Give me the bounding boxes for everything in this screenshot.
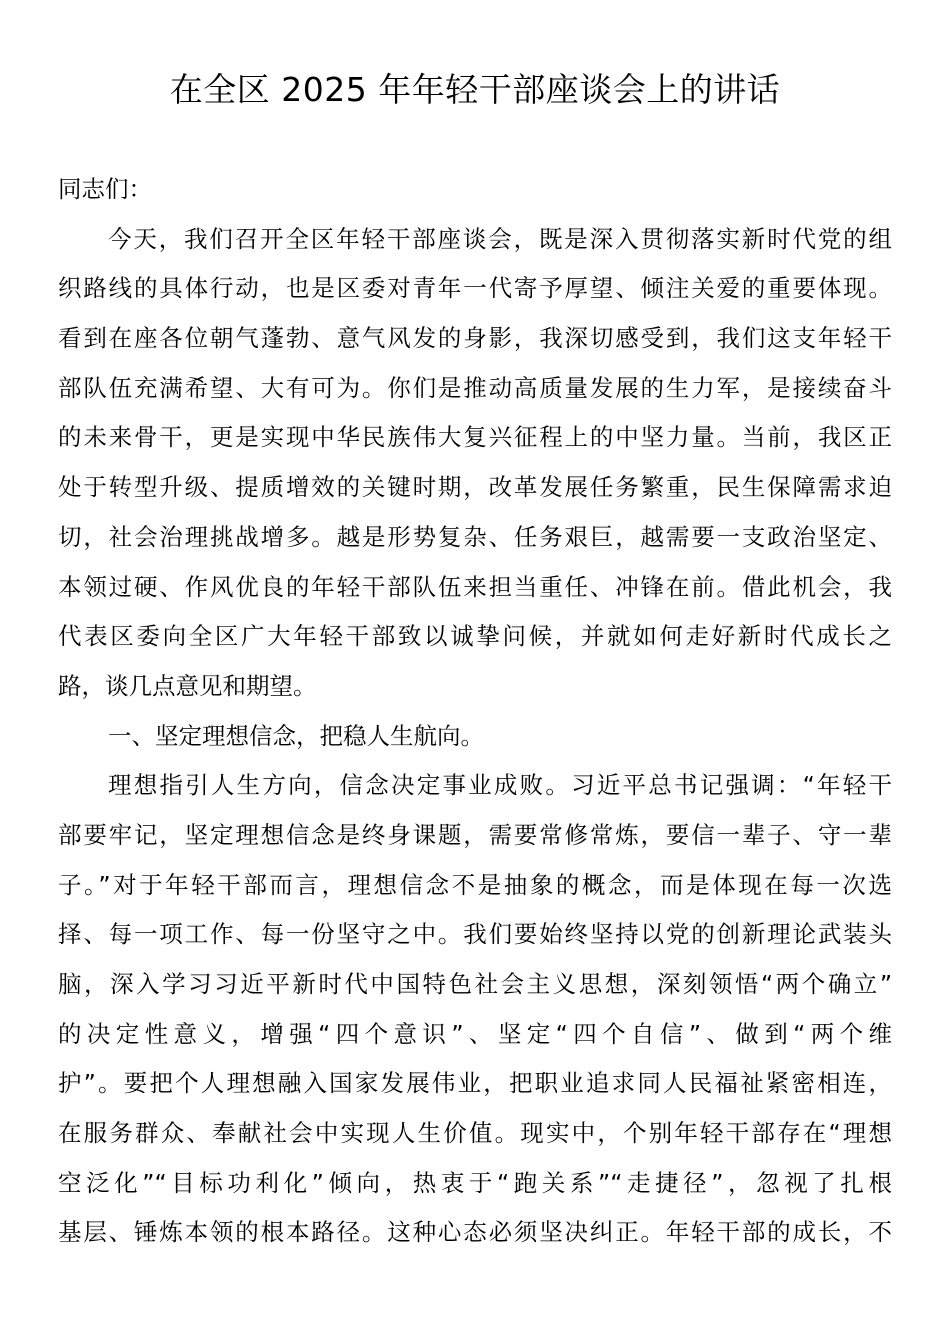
paragraph-line: 本领过硬、作风优良的年轻干部队伍来担当重任、冲锋在前。借此机会，我 bbox=[58, 572, 892, 601]
paragraph-line: 代表区委向全区广大年轻干部致以诚挚问候，并就如何走好新时代成长之 bbox=[58, 622, 892, 651]
paragraph-line: 部队伍充满希望、大有可为。你们是推动高质量发展的生力军，是接续奋斗 bbox=[58, 373, 892, 402]
section-heading: 一、坚定理想信念，把稳人生航向。 bbox=[108, 721, 484, 750]
paragraph-line: 处于转型升级、提质增效的关键时期，改革发展任务繁重，民生保障需求迫 bbox=[58, 473, 892, 502]
document-body bbox=[58, 165, 892, 1258]
paragraph-line: 择、每一项工作、每一份坚守之中。我们要始终坚持以党的创新理论武装头 bbox=[58, 920, 892, 949]
paragraph-line: 的决定性意义，增强“四个意识”、坚定“四个自信”、做到“两个维 bbox=[58, 1019, 892, 1048]
paragraph-line: 路，谈几点意见和期望。 bbox=[58, 671, 317, 700]
paragraph-line: 空泛化”“目标功利化”倾向，热衷于“跑关系”“走捷径”，忽视了扎根 bbox=[58, 1168, 892, 1197]
paragraph-line: 子。”对于年轻干部而言，理想信念不是抽象的概念，而是体现在每一次选 bbox=[58, 870, 892, 899]
paragraph-line: 部要牢记，坚定理想信念是终身课题，需要常修常炼，要信一辈子、守一辈 bbox=[58, 820, 892, 849]
paragraph-line: 切，社会治理挑战增多。越是形势复杂、任务艰巨，越需要一支政治坚定、 bbox=[58, 522, 892, 551]
salutation: 同志们： bbox=[58, 175, 152, 203]
paragraph-line: 护”。要把个人理想融入国家发展伟业，把职业追求同人民福祉紧密相连， bbox=[58, 1069, 892, 1098]
paragraph-line: 织路线的具体行动，也是区委对青年一代寄予厚望、倾注关爱的重要体现。 bbox=[58, 274, 892, 303]
document-title: 在全区 2025 年年轻干部座谈会上的讲话 bbox=[169, 70, 781, 109]
paragraph-line: 理想指引人生方向，信念决定事业成败。习近平总书记强调：“年轻干 bbox=[108, 771, 892, 800]
paragraph-line: 今天，我们召开全区年轻干部座谈会，既是深入贯彻落实新时代党的组 bbox=[108, 224, 892, 253]
paragraph-line: 在服务群众、奉献社会中实现人生价值。现实中，个别年轻干部存在“理想 bbox=[58, 1119, 892, 1148]
paragraph-line: 看到在座各位朝气蓬勃、意气风发的身影，我深切感受到，我们这支年轻干 bbox=[58, 324, 892, 353]
paragraph-line: 脑，深入学习习近平新时代中国特色社会主义思想，深刻领悟“两个确立” bbox=[58, 970, 892, 998]
paragraph-line: 的未来骨干，更是实现中华民族伟大复兴征程上的中坚力量。当前，我区正 bbox=[58, 423, 892, 452]
paragraph-line: 基层、锤炼本领的根本路径。这种心态必须坚决纠正。年轻干部的成长，不 bbox=[58, 1218, 892, 1247]
